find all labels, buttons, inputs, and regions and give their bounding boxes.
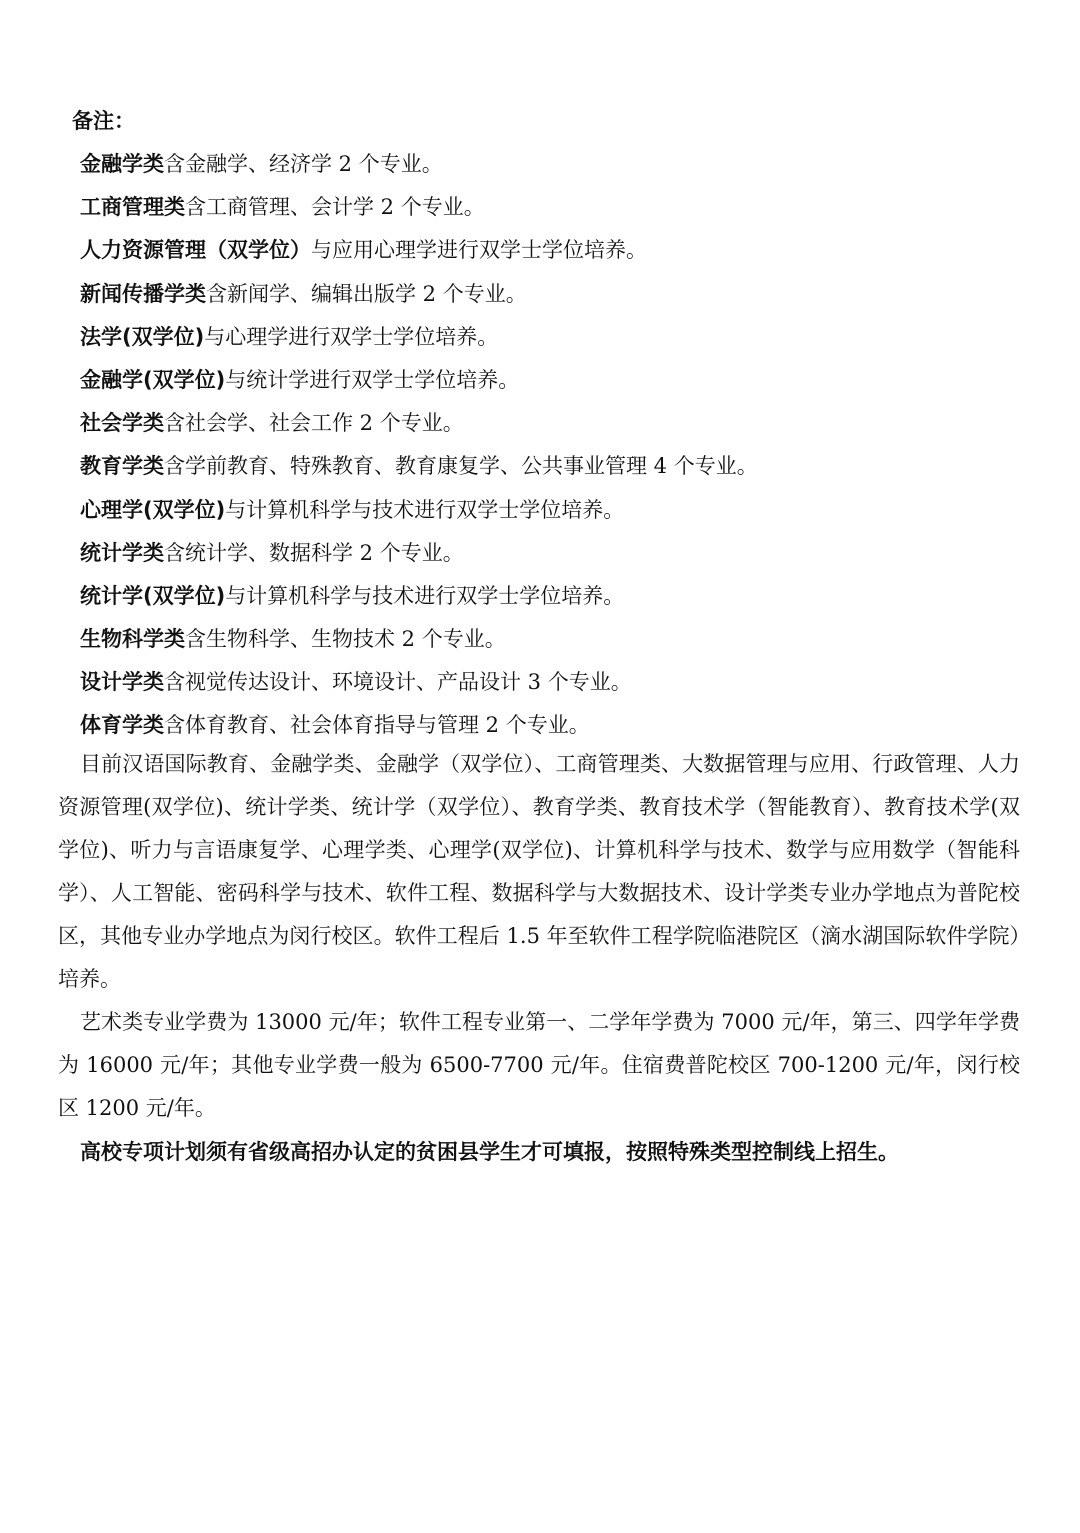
remark-term: 生物科学类 [80, 627, 185, 652]
remark-desc: 含金融学、经济学 2 个专业。 [164, 152, 443, 176]
remark-item-statistics [80, 532, 758, 575]
remark-desc: 含工商管理、会计学 2 个专业。 [185, 195, 485, 220]
remark-item-physical-education [80, 704, 758, 747]
remark-item-journalism [80, 273, 758, 316]
remark-term: 统计学类 [80, 540, 164, 565]
remark-desc: 与计算机科学与技术进行双学士学位培养。 [225, 583, 625, 608]
tuition-fees-paragraph: 艺术类专业学费为 13000 元/年；软件工程专业第一、二学年学费为 7000 元/年，第三、四学年学费为 16000 元/年；其他专业学费一般为 6500-7700 元/年。住宿费普陀校区 700-1200 元/年，闵行校区 1200 元/年。 [58, 1010, 1020, 1120]
remark-desc: 含视觉传达设计、环境设计、产品设计 3 个专业。 [164, 670, 632, 695]
remark-desc: 含统计学、数据科学 2 个专业。 [164, 540, 464, 565]
remark-item-psychology-double-degree [80, 489, 758, 532]
remark-term: 教育学类 [80, 454, 164, 479]
remark-desc: 含新闻学、编辑出版学 2 个专业。 [206, 281, 527, 306]
remark-desc: 含体育教育、社会体育指导与管理 2 个专业。 [164, 713, 590, 738]
remark-term: 体育学类 [80, 713, 164, 738]
remark-item-finance [80, 143, 758, 186]
remark-desc: 与心理学进行双学士学位培养。 [204, 324, 499, 349]
remark-desc: 与统计学进行双学士学位培养。 [225, 367, 520, 392]
remark-term: 金融学(双学位) [80, 367, 226, 392]
remark-item-business-admin [80, 186, 758, 229]
remark-term: 社会学类 [80, 411, 164, 436]
remark-term: 统计学(双学位) [80, 583, 226, 608]
remarks-list [80, 143, 758, 748]
remark-desc: 与计算机科学与技术进行双学士学位培养。 [225, 497, 625, 522]
remark-term: 新闻传播学类 [80, 281, 206, 306]
remark-item-education [80, 445, 758, 488]
remark-item-biology [80, 618, 758, 661]
remark-desc: 含学前教育、特殊教育、教育康复学、公共事业管理 4 个专业。 [164, 454, 758, 479]
remark-desc: 含社会学、社会工作 2 个专业。 [164, 411, 464, 436]
remark-desc: 与应用心理学进行双学士学位培养。 [311, 238, 647, 263]
remark-item-law-double-degree [80, 316, 758, 359]
remark-term: 心理学(双学位) [80, 497, 226, 522]
campus-location-paragraph: 目前汉语国际教育、金融学类、金融学（双学位）、工商管理类、大数据管理与应用、行政管理、人力资源管理(双学位)、统计学类、统计学（双学位）、教育学类、教育技术学（智能教育）、教育技术学(双学位)、听力与言语康复学、心理学类、心理学(双学位)、计算机科学与技术、数学与应用数学（智能科学）、人工智能、密码科学与技术、软件工程、数据科学与大数据技术、设计学类专业办学地点为普陀校区，其他专业办学地点为闵行校区。软件工程后 1.5 年至软件工程学院临港院区（滴水湖国际软件学院）培养。 [58, 752, 1020, 991]
remark-term: 金融学类 [80, 152, 164, 176]
remark-term: 工商管理类 [80, 195, 185, 220]
remark-term: 人力资源管理（双学位） [80, 238, 311, 263]
special-plan-notice: 高校专项计划须有省级高招办认定的贫困县学生才可填报，按照特殊类型控制线上招生。 [80, 1140, 899, 1164]
remarks-heading: 备注： [72, 109, 135, 133]
remark-item-design [80, 661, 758, 704]
remark-item-sociology [80, 402, 758, 445]
remark-term: 设计学类 [80, 670, 164, 695]
remark-term: 法学(双学位) [80, 324, 205, 349]
remark-item-finance-double-degree [80, 359, 758, 402]
remark-item-hr-double-degree [80, 229, 758, 272]
remark-desc: 含生物科学、生物技术 2 个专业。 [185, 627, 506, 652]
remark-item-statistics-double-degree [80, 575, 758, 618]
